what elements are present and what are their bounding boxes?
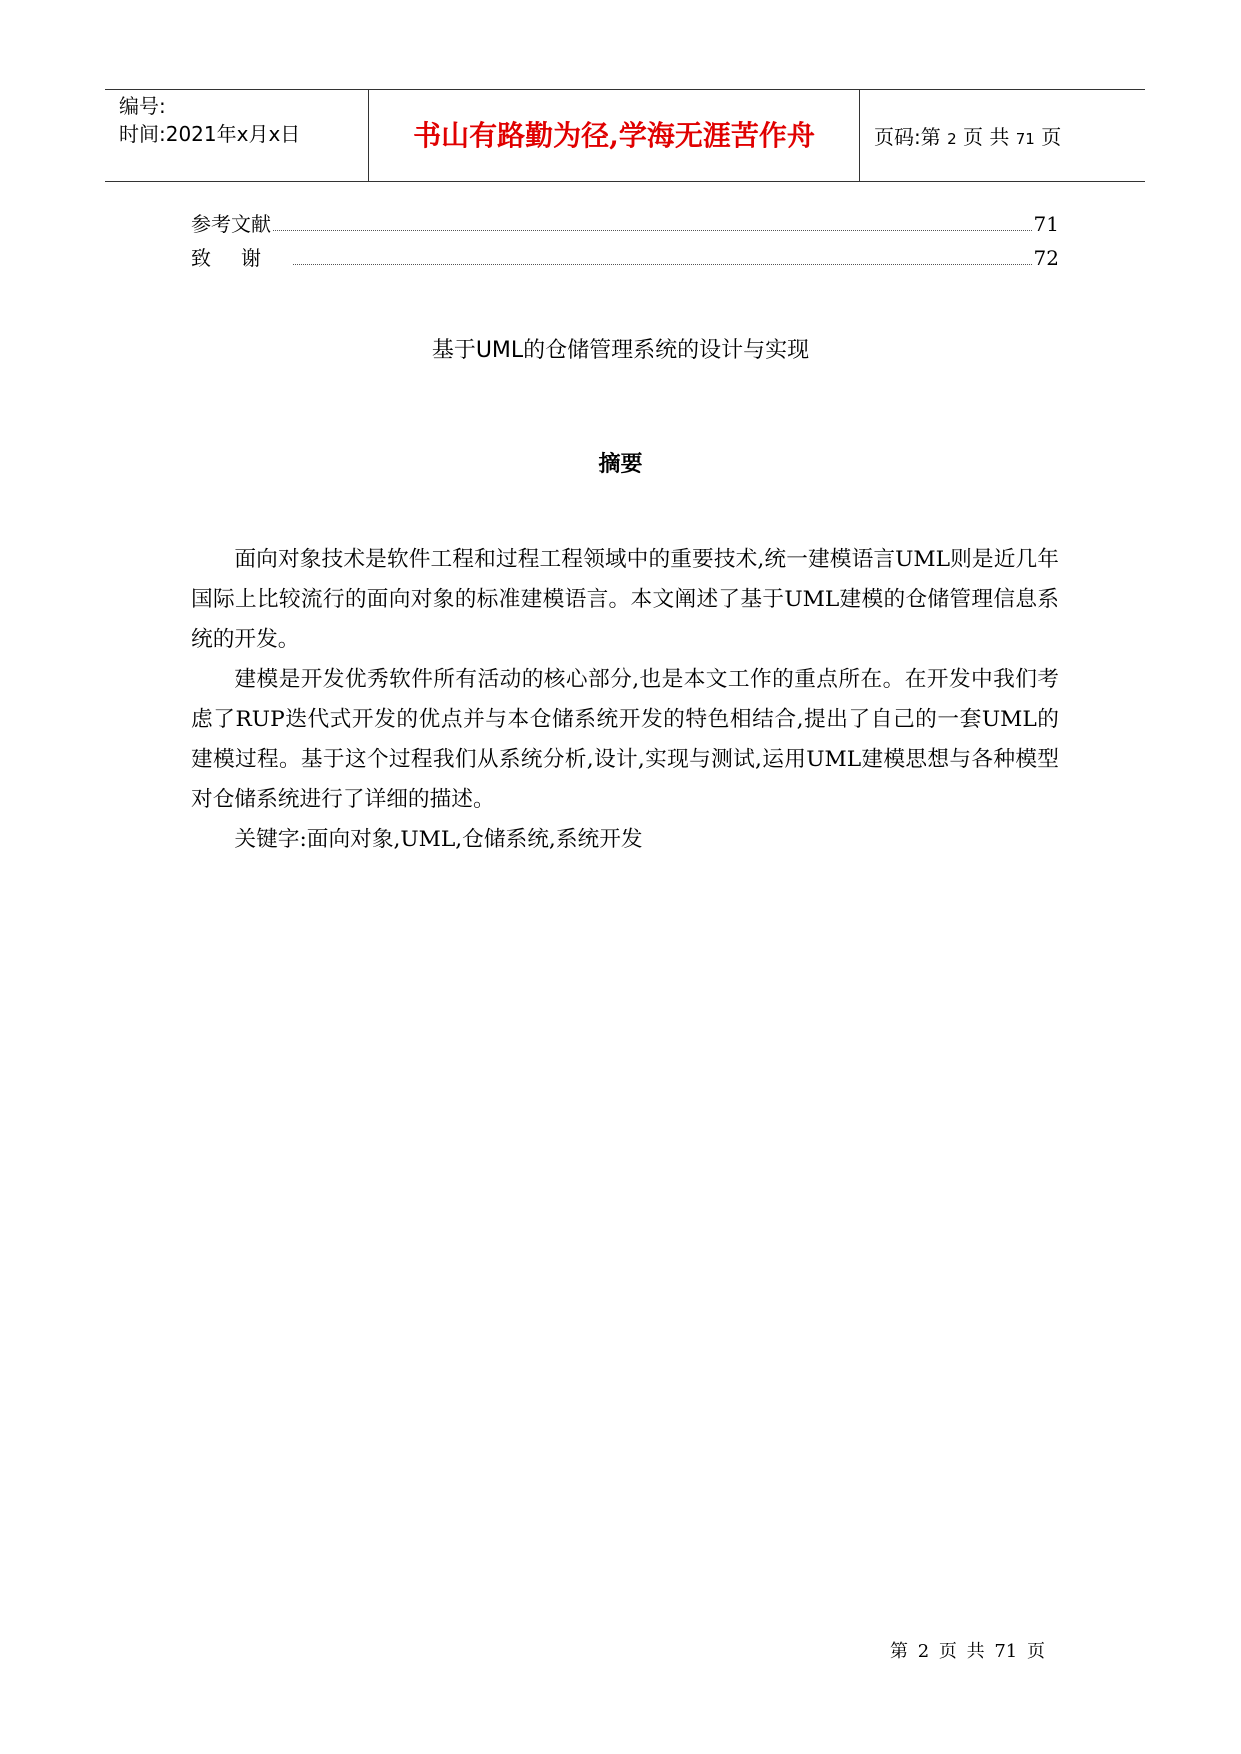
page-header bbox=[105, 89, 1145, 182]
header-page-code bbox=[874, 124, 1061, 152]
document-title: 基于UML的仓储管理系统的设计与实现 bbox=[431, 338, 810, 363]
page-code-suffix: 页 bbox=[1041, 125, 1062, 149]
header-page-cell bbox=[860, 90, 1145, 181]
toc-entry-title: 致谢 bbox=[191, 246, 291, 270]
page-code-current: 2 bbox=[947, 130, 957, 148]
document-number-label: 编号: bbox=[119, 94, 166, 118]
abstract-heading: 摘要 bbox=[598, 452, 643, 477]
page-code-prefix: 页码:第 bbox=[874, 125, 941, 149]
header-meta-cell bbox=[105, 90, 369, 181]
header-motto: 书山有路勤为径,学海无涯苦作舟 bbox=[413, 119, 815, 152]
abstract-paragraph: 面向对象技术是软件工程和过程工程领域中的重要技术,统一建模语言UML则是近几年国际上比较流行的面向对象的标准建模语言。本文阐述了基于UML建模的仓储管理信息系统的开发。 bbox=[191, 547, 1059, 652]
abstract-paragraph: 建模是开发优秀软件所有活动的核心部分,也是本文工作的重点所在。在开发中我们考虑了RUP迭代式开发的优点并与本仓储系统开发的特色相结合,提出了自己的一套UML的建模过程。基于这个过程我们从系统分析,设计,实现与测试,运用UML建模思想与各种模型对仓储系统进行了详细的描述。 bbox=[191, 667, 1059, 812]
toc-leader-dots bbox=[273, 229, 1032, 231]
toc-entry-page: 71 bbox=[1033, 212, 1059, 236]
toc-entry-references[interactable] bbox=[191, 210, 1059, 244]
document-date: 时间:2021年x月x日 bbox=[119, 122, 301, 146]
keywords-line: 关键字:面向对象,UML,仓储系统,系统开发 bbox=[234, 827, 643, 852]
page-code-total: 71 bbox=[1015, 130, 1035, 148]
toc-leader-dots bbox=[293, 263, 1032, 265]
abstract-body bbox=[191, 540, 1059, 860]
toc-entry-page: 72 bbox=[1033, 246, 1059, 270]
toc-entry-title: 参考文献 bbox=[191, 212, 271, 236]
footer-page-number: 第 2 页 共 71 页 bbox=[890, 1641, 1045, 1662]
page-code-middle: 页 共 bbox=[963, 125, 1010, 149]
table-of-contents bbox=[191, 210, 1059, 278]
header-motto-cell bbox=[369, 90, 860, 181]
toc-entry-acknowledgements[interactable] bbox=[191, 244, 1059, 278]
